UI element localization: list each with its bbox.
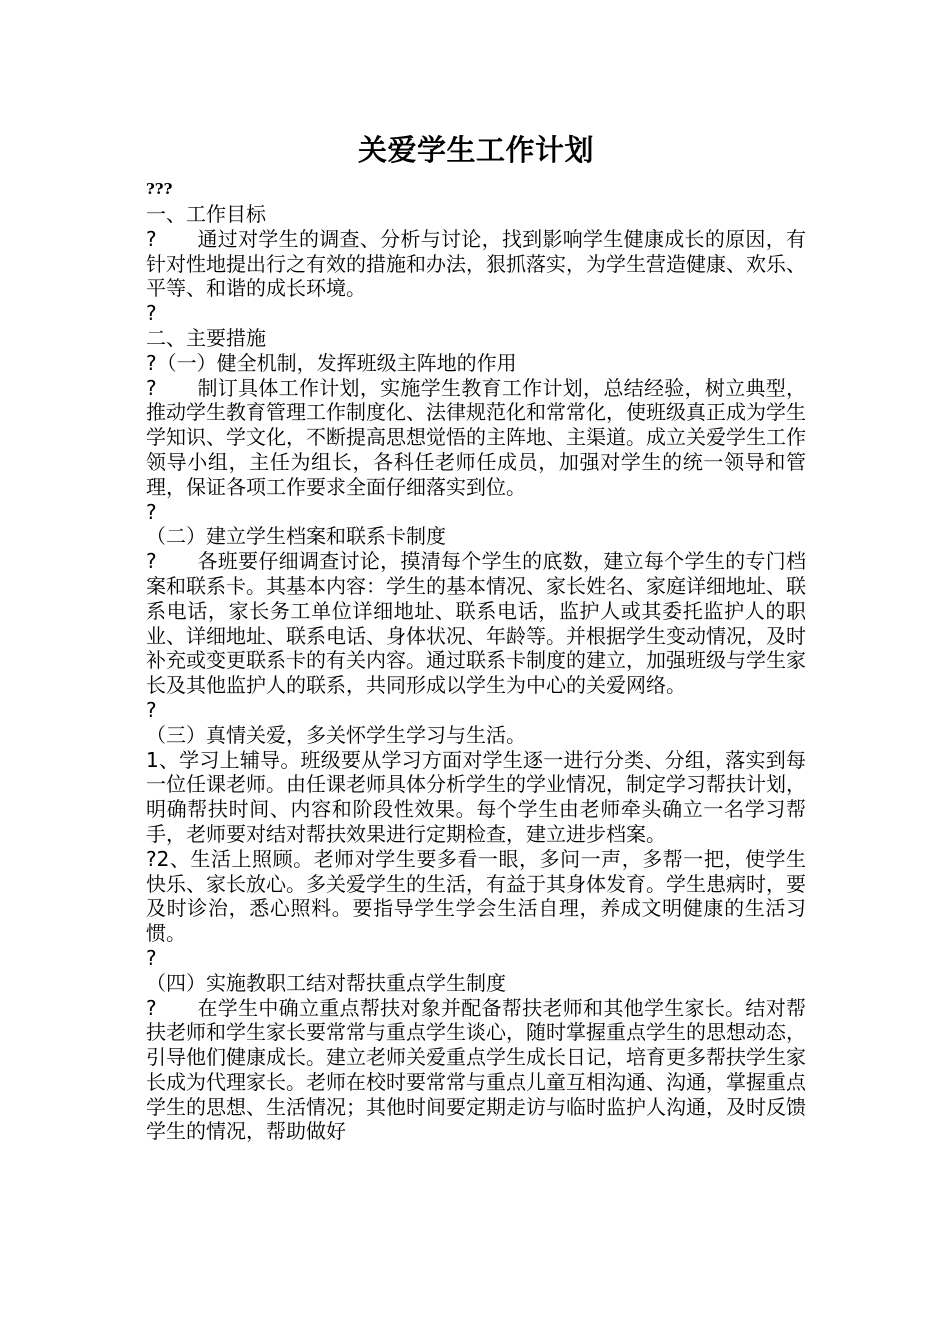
placeholder-line: ? <box>146 697 157 722</box>
paragraph-archive: ? 各班要仔细调查讨论，摸清每个学生的底数，建立每个学生的专门档案和联系卡。其基本内容：学生的基本情况、家长姓名、家庭详细地址、联系电话，家长务工单位详细地址、联系电话，监护人或其委托监护人的职业、详细地址、联系电话、身体状况、年龄等。并根据学生变动情况，及时补充或变更联系卡的有关内容。通过联系卡制度的建立，加强班级与学生家长及其他监护人的联系，共同形成以学生为中心的关爱网络。 <box>146 549 806 698</box>
section-heading-goals: 一、工作目标 <box>146 202 266 226</box>
subheading-mechanism: ?（一）健全机制，发挥班级主阵地的作用 <box>146 350 517 375</box>
placeholder-line: ? <box>146 499 157 524</box>
subheading-care: （三）真情关爱，多关怀学生学习与生活。 <box>146 722 526 747</box>
paragraph-mechanism: ? 制订具体工作计划，实施学生教育工作计划，总结经验，树立典型，推动学生教育管理工作制度化、法律规范化和常常化，使班级真正成为学生学知识、学文化，不断提高思想觉悟的主阵地、主渠道。成立关爱学生工作领导小组，主任为组长，各科任老师任成员，加强对学生的统一领导和管理，保证各项工作要求全面仔细落实到位。 <box>146 375 806 499</box>
paragraph-goals: ? 通过对学生的调查、分析与讨论，找到影响学生健康成长的原因，有针对性地提出行之有效的措施和办法，狠抓落实，为学生营造健康、欢乐、平等、和谐的成长环境。 <box>146 226 806 301</box>
placeholder-line: ? <box>146 301 157 326</box>
subheading-archive: （二）建立学生档案和联系卡制度 <box>146 524 446 549</box>
document-title: 关爱学生工作计划 <box>357 133 594 167</box>
paragraph-life-care: ?2、生活上照顾。老师对学生要多看一眼，多问一声，多帮一把，使学生快乐、家长放心。多关爱学生的生活，有益于其身体发育。学生患病时，要及时诊治，悉心照料。要指导学生学会生活自理，养成文明健康的生活习惯。 <box>146 846 806 946</box>
subheading-pairing: （四）实施教职工结对帮扶重点学生制度 <box>146 970 506 995</box>
paragraph-study-help: 1、学习上辅导。班级要从学习方面对学生逐一进行分类、分组，落实到每一位任课老师。由任课老师具体分析学生的学业情况，制定学习帮扶计划，明确帮扶时间、内容和阶段性效果。每个学生由老师牵头确立一名学习帮手，老师要对结对帮扶效果进行定期检查，建立进步档案。 <box>146 747 806 846</box>
paragraph-pairing: ? 在学生中确立重点帮扶对象并配备帮扶老师和其他学生家长。结对帮扶老师和学生家长要常常与重点学生谈心，随时掌握重点学生的思想动态，引导他们健康成长。建立老师关爱重点学生成长日记，培育更多帮扶学生家长成为代理家长。老师在校时要常常与重点儿童互相沟通、沟通，掌握重点学生的思想、生活情况；其他时间要定期走访与临时监护人沟通，及时反馈学生的情况，帮助做好 <box>146 995 806 1144</box>
document-page <box>146 128 806 1144</box>
section-heading-measures: 二、主要措施 <box>146 325 266 350</box>
placeholder-line: ? <box>146 945 157 970</box>
encoding-marker: ??? <box>146 180 173 198</box>
